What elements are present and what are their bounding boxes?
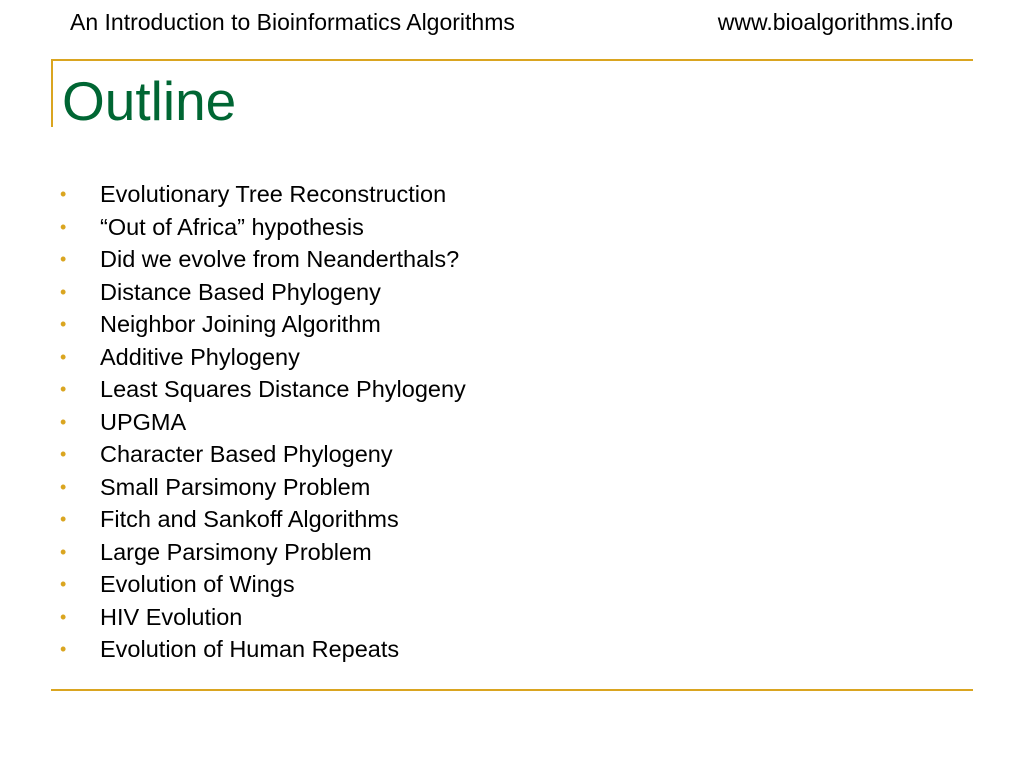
bullet-icon: • <box>60 606 67 627</box>
list-item-label: Character Based Phylogeny <box>100 441 393 467</box>
website-url: www.bioalgorithms.info <box>717 9 953 35</box>
bullet-icon: • <box>60 184 67 204</box>
list-item-label: Small Parsimony Problem <box>100 473 371 500</box>
bullet-icon: • <box>60 541 67 562</box>
list-item-label: Additive Phylogeny <box>100 343 300 370</box>
bullet-icon: • <box>60 411 67 432</box>
bullet-icon: • <box>60 379 67 399</box>
list-item-label: HIV Evolution <box>100 603 243 630</box>
slide-title: Outline <box>62 70 237 132</box>
bullet-icon: • <box>60 509 67 529</box>
list-item-label: Did we evolve from Neanderthals? <box>100 246 460 272</box>
list-item-label: Least Squares Distance Phylogeny <box>100 376 466 402</box>
list-item-label: Neighbor Joining Algorithm <box>100 311 381 337</box>
list-item-label: UPGMA <box>100 408 187 435</box>
bullet-icon: • <box>60 216 67 237</box>
bullet-icon: • <box>60 574 67 594</box>
bullet-icon: • <box>60 314 67 334</box>
list-item-label: Evolutionary Tree Reconstruction <box>100 181 447 207</box>
bullet-icon: • <box>60 281 67 302</box>
list-item-label: Large Parsimony Problem <box>100 538 372 565</box>
list-item-label: Evolution of Human Repeats <box>100 636 400 662</box>
top-divider <box>51 59 973 61</box>
bullet-icon: • <box>60 444 67 464</box>
bottom-divider <box>51 689 973 691</box>
list-item-label: Distance Based Phylogeny <box>100 278 381 305</box>
bullet-icon: • <box>60 346 67 367</box>
list-item-label: Evolution of Wings <box>100 571 295 597</box>
title-side-divider <box>51 59 53 127</box>
course-title: An Introduction to Bioinformatics Algorithms <box>70 9 515 35</box>
bullet-icon: • <box>60 639 67 659</box>
bullet-icon: • <box>60 249 67 269</box>
list-item-label: “Out of Africa” hypothesis <box>100 213 364 240</box>
bullet-icon: • <box>60 476 67 497</box>
list-item-label: Fitch and Sankoff Algorithms <box>100 506 399 532</box>
